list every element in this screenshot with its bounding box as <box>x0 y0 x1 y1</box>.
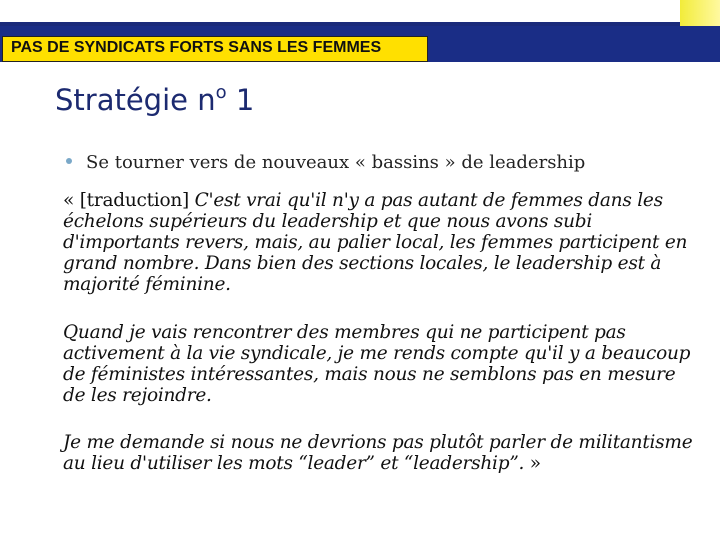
top-bar-navy-stripe <box>0 0 680 26</box>
top-bar <box>0 0 720 26</box>
quote-close: » <box>524 453 541 474</box>
quote-text-1: C'est vrai qu'il n'y a pas autant de femmes dans les échelons supérieurs du leadership et que nous avons subi d'importants revers, mais, au palier local, les femmes participent en grand nombre. Dans bien des sections locales, le leadership est à majorité féminine. <box>63 190 688 295</box>
slide-heading <box>55 82 254 117</box>
quote-prefix: « [traduction] <box>63 190 195 211</box>
title-box <box>2 36 428 62</box>
heading-number: 1 <box>226 83 255 117</box>
slide-title: PAS DE SYNDICATS FORTS SANS LES FEMMES <box>11 39 382 56</box>
quote-paragraph-1 <box>63 190 703 295</box>
quote-paragraph-3 <box>63 432 703 474</box>
bullet-text: Se tourner vers de nouveaux « bassins » de leadership <box>86 152 586 173</box>
heading-text: Stratégie n <box>55 83 216 117</box>
quote-paragraph-2: Quand je vais rencontrer des membres qui ne participent pas activement à la vie syndicale, je me rends compte qu'il y a beaucoup de féministes intéressantes, mais nous ne semblons pas en mesure de les rejoindre. <box>63 322 691 406</box>
bullet-item <box>66 152 585 173</box>
quote-text-3: Je me demande si nous ne devrions pas plutôt parler de militantisme au lieu d'utiliser les mots “leader” et “leadership”. <box>63 432 693 474</box>
top-bar-yellow-accent <box>680 0 720 26</box>
heading-superscript: o <box>215 82 227 103</box>
bullet-dot-icon <box>66 158 72 164</box>
